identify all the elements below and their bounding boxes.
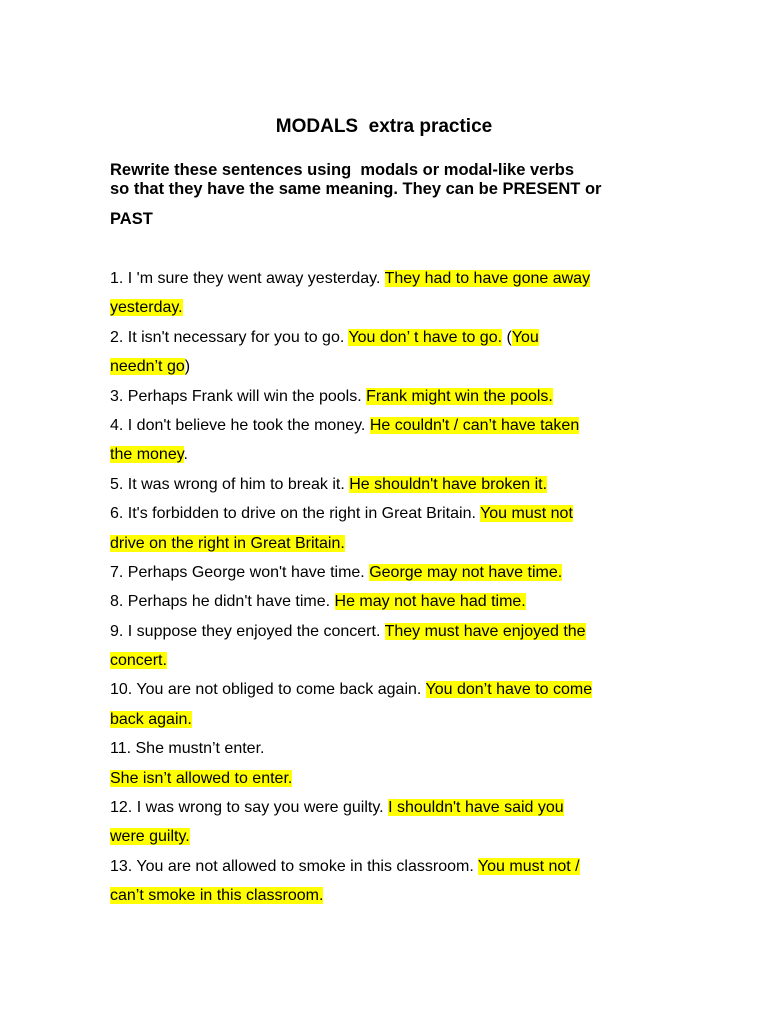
exercise-answer: needn’t go [110, 358, 185, 376]
exercise-prompt: 9. I suppose they enjoyed the concert. [110, 622, 385, 640]
exercise-answer: I shouldn't have said you [388, 799, 564, 817]
exercise-answer: can’t smoke in this classroom. [110, 887, 324, 905]
exercise-line [110, 352, 670, 381]
exercise-answer: yesterday. [110, 299, 183, 317]
exercise-answer: concert. [110, 652, 167, 670]
exercise-line [110, 411, 670, 440]
exercise-answer: They had to have gone away [384, 270, 591, 287]
exercise-tail: . [183, 446, 188, 464]
exercise-line [110, 822, 670, 851]
exercise-line [110, 764, 670, 793]
exercise-answer: You [511, 328, 539, 346]
exercise-answer: You don’t have to come [425, 681, 593, 699]
exercise-line [110, 587, 670, 616]
exercise-line [110, 264, 670, 293]
exercise-answer: You don’ t have to go. [348, 328, 503, 346]
exercise-list [110, 264, 670, 911]
exercise-answer: You must not / [477, 857, 580, 875]
exercise-prompt: 13. You are not allowed to smoke in this classroom. [110, 857, 478, 875]
exercise-line [110, 293, 670, 322]
exercise-line [110, 675, 670, 704]
exercise-answer: were guilty. [110, 828, 190, 846]
exercise-paren: ( [502, 328, 512, 346]
exercise-answer: Frank might win the pools. [366, 387, 553, 405]
exercise-line [110, 734, 670, 763]
page-title: MODALS extra practice [275, 116, 493, 137]
exercise-line [110, 382, 670, 411]
exercise-answer: drive on the right in Great Britain. [110, 534, 345, 552]
instructions [110, 161, 710, 229]
exercise-prompt: 4. I don't believe he took the money. [110, 416, 370, 434]
exercise-line [110, 499, 670, 528]
exercise-prompt: 8. Perhaps he didn't have time. [110, 593, 335, 611]
exercise-line [110, 617, 670, 646]
exercise-prompt: 11. She mustn’t enter. [110, 740, 265, 758]
exercise-answer: They must have enjoyed the [384, 622, 586, 640]
instructions-line: PAST [110, 210, 153, 228]
exercise-line [110, 558, 670, 587]
exercise-prompt: 10. You are not obliged to come back again. [110, 681, 426, 699]
exercise-prompt: 6. It's forbidden to drive on the right in Great Britain. [110, 505, 481, 523]
exercise-line [110, 470, 670, 499]
exercise-answer: He may not have had time. [334, 593, 526, 611]
exercise-prompt: 2. It isn't necessary for you to go. [110, 328, 349, 346]
exercise-line [110, 793, 670, 822]
instructions-line: Rewrite these sentences using modals or modal-like verbs [110, 161, 574, 179]
instructions-spacer [110, 199, 710, 210]
exercise-answer: the money [110, 446, 184, 464]
exercise-line [110, 705, 670, 734]
exercise-prompt: 1. I 'm sure they went away yesterday. [110, 270, 385, 287]
exercise-prompt: 3. Perhaps Frank will win the pools. [110, 387, 367, 405]
exercise-answer: back again. [110, 710, 192, 728]
exercise-line [110, 529, 670, 558]
exercise-answer: She isn’t allowed to enter. [110, 769, 293, 787]
exercise-line [110, 323, 670, 352]
exercise-prompt: 5. It was wrong of him to break it. [110, 475, 350, 493]
exercise-prompt: 12. I was wrong to say you were guilty. [110, 799, 389, 817]
exercise-answer: He couldn't / can’t have taken [369, 416, 580, 434]
exercise-line [110, 852, 670, 881]
instructions-line: so that they have the same meaning. They can be PRESENT or [110, 180, 602, 198]
exercise-line [110, 646, 670, 675]
exercise-line [110, 440, 670, 469]
exercise-answer: George may not have time. [369, 563, 563, 581]
exercise-answer: He shouldn't have broken it. [349, 475, 548, 493]
exercise-prompt: 7. Perhaps George won't have time. [110, 563, 370, 581]
exercise-answer: You must not [480, 505, 573, 523]
exercise-paren: ) [184, 358, 191, 376]
exercise-line [110, 881, 670, 910]
